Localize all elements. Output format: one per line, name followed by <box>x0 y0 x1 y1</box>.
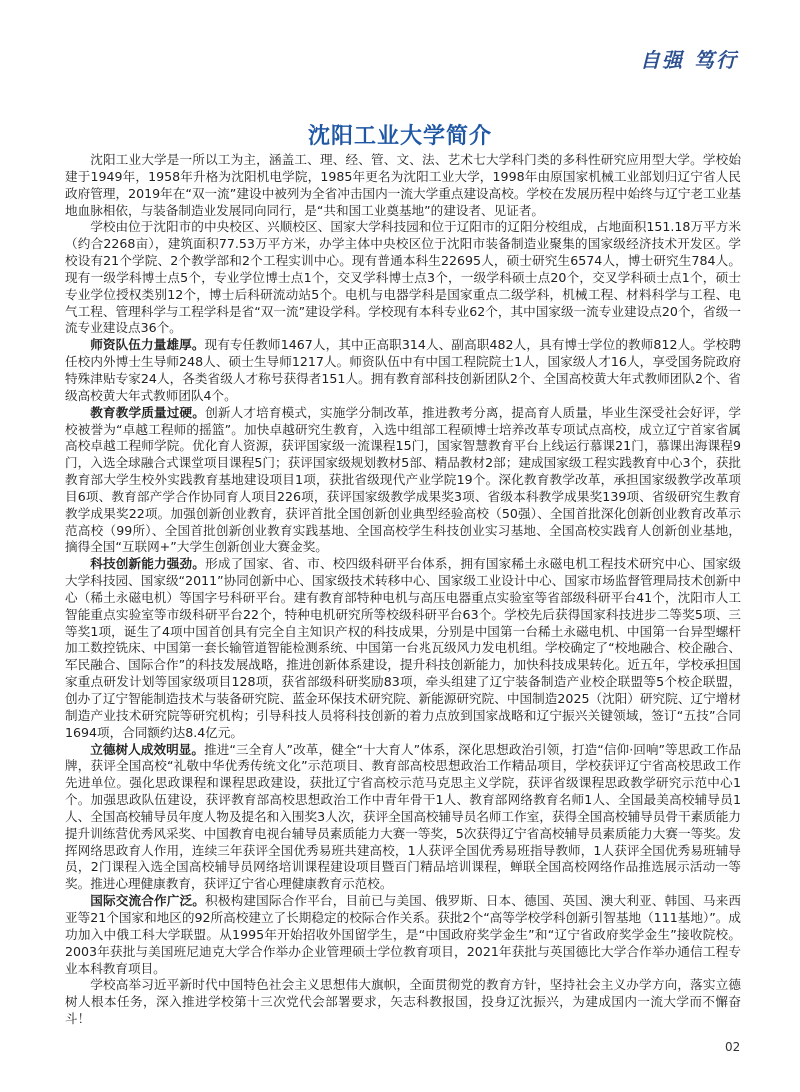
paragraph-text: 积极构建国际合作平台，目前已与美国、俄罗斯、日本、德国、英国、澳大利亚、韩国、马来西亚等21个国家和地区的92所高校建立了长期稳定的校际合作关系。获批2个“高等学校学科创新引智基地（111基地）”。成功加入中俄工科大学联盟。从1995年开始招收外国留学生，是“中国政府奖学金生”和“辽宁省政府奖学金生”接收院校。2003年获批与美国班尼迪克大学合作举办企业管理硕士学位教育项目，2021年获批与英国德比大学合作举办通信工程专业本科教育项目。 <box>65 893 742 976</box>
page-title: 沈阳工业大学简介 <box>307 123 492 149</box>
paragraph-text: 现有专任教师1467人，其中正高职314人、副高职482人，具有博士学位的教师812人。学校聘任校内外博士生导师248人、硕士生导师1217人。师资队伍中有中国工程院院士1人，国家级人才16人，享受国务院政府特殊津贴专家24人，各类省级人才称号获得者151人。拥有教育部科技创新团队2个、全国高校黄大年式教师团队2个、省级高校黄大年式教师团队4个。 <box>65 337 741 403</box>
paragraph-lead: 国际交流合作广泛。 <box>90 893 206 909</box>
paragraph-lead: 教育教学质量过硬。 <box>90 404 206 420</box>
article-body <box>65 152 741 1028</box>
paragraph <box>65 337 741 404</box>
paragraph-text: 学校高举习近平新时代中国特色社会主义思想伟大旗帜，全面贯彻党的教育方针，坚持社会主义办学方向，落实立德树人根本任务，深入推进学校第十三次党代会部署要求，矢志科教报国，投身辽沈振兴，为建成国内一流大学而不懈奋斗！ <box>65 977 741 1027</box>
paragraph-text: 学校由位于沈阳市的中央校区、兴顺校区、国家大学科技园和位于辽阳市的辽阳分校组成，占地面积151.18万平方米（约合2268亩），建筑面积77.53万平方米，办学主体中央校区位于沈阳市装备制造业聚集的国家级经济技术开发区。学校设有21个学院、2个教学部和2个工程实训中心。现有普通本科生22695人，硕士研究生6574人，博士研究生784人。现有一级学科博士点5个，专业学位博士点1个，交叉学科博士点3个，一级学科硕士点20个，交叉学科硕士点1个，硕士专业学位授权类别12个，博士后科研流动站5个。电机与电器学科是国家重点二级学科，机械工程、材料科学与工程、电气工程、管理科学与工程学科是省“双一流”建设学科。学校现有本科专业62个，其中国家级一流专业建设点20个，省级一流专业建设点36个。 <box>65 219 741 336</box>
paragraph <box>65 152 741 219</box>
paragraph-lead: 立德树人成效明显。 <box>90 741 205 757</box>
motto-word: 笃行 <box>694 48 738 72</box>
paragraph <box>65 405 741 557</box>
paragraph <box>65 977 741 1028</box>
motto-word: 自强 <box>640 48 684 72</box>
paragraph-text: 推进“三全育人”改革，健全“十大育人”体系，深化思想政治引领，打造“信仰·回响”等思政工作品牌，获评全国高校“礼敬中华优秀传统文化”示范项目、教育部高校思想政治工作精品项目，学校获评辽宁省高校思政工作先进单位。强化思政课程和课程思政建设，获批辽宁省高校示范马克思主义学院，获评省级课程思政教学研究示范中心1个。加强思政队伍建设，获评教育部高校思想政治工作中青年骨干1人、教育部网络教育名师1人、全国最美高校辅导员1人、全国高校辅导员年度人物及提名和入围奖3人次，获评全国高校辅导员名师工作室，获得全国高校辅导员骨干素质能力提升训练营优秀风采奖、中国教育电视台辅导员素质能力大赛一等奖，5次获得辽宁省高校辅导员素质能力大赛一等奖。发挥网络思政育人作用，连续三年获评全国优秀易班共建高校，1人获评全国优秀易班指导教师，1人获评全国优秀易班辅导员，2门课程入选全国高校辅导员网络培训课程建设项目暨百门精品培训课程，蝉联全国高校网络作品推选展示活动一等奖。推进心理健康教育，获评辽宁省心理健康教育示范校。 <box>65 741 741 892</box>
paragraph-text: 创新人才培育模式，实施学分制改革，推进教考分离，提高育人质量，毕业生深受社会好评，学校被誉为“卓越工程师的摇篮”。加快卓越研究生教育，入选中组部工程硕博士培养改革专项试点高校，成立辽宁首家省属高校卓越工程师学院。优化育人资源，获评国家级一流课程15门，国家智慧教育平台上线运行慕课21门，慕课出海课程9门，入选全球融合式课堂项目课程5门；获评国家级规划教材5部、精品教材2部；建成国家级工程实践教育中心3个，获批教育部大学生校外实践教育基地建设项目1项，获批省级现代产业学院19个。深化教育教学改革，承担国家级教学改革项目6项、教育部产学合作协同育人项目226项，获评国家级教学成果奖3项、省级本科教学成果奖139项、省级研究生教育教学成果奖22项。加强创新创业教育，获评首批全国创新创业典型经验高校（50强）、全国首批深化创新创业教育改革示范高校（99所）、全国首批创新创业教育实践基地、全国高校学生科技创业实习基地、全国高校实践育人创新创业基地，摘得全国“互联网+”大学生创新创业大赛金奖。 <box>65 404 742 555</box>
paragraph <box>65 556 741 741</box>
paragraph-lead: 科技创新能力强劲。 <box>90 556 206 572</box>
paragraph-text: 沈阳工业大学是一所以工为主，涵盖工、理、经、管、文、法、艺术七大学科门类的多科性研究应用型大学。学校始建于1949年，1958年升格为沈阳机电学院，1985年更名为沈阳工业大学，1998年由原国家机械工业部划归辽宁省人民政府管理，2019年在“双一流”建设中被列为全省冲击国内一流大学重点建设高校。学校在发展历程中始终与辽宁老工业基地血脉相依，与装备制造业发展同向同行，是“共和国工业奠基地”的建设者、见证者。 <box>65 152 741 218</box>
page-number: 02 <box>725 1040 741 1054</box>
paragraph <box>65 742 741 894</box>
paragraph <box>65 219 741 337</box>
paragraph-text: 形成了国家、省、市、校四级科研平台体系，拥有国家稀土永磁电机工程技术研究中心、国家级大学科技园、国家级“2011”协同创新中心、国家级技术转移中心、国家级工业设计中心、国家市场监督管理局技术创新中心（稀土永磁电机）等国字号科研平台。建有教育部特种电机与高压电器重点实验室等省部级科研平台41个，沈阳市人工智能重点实验室等市级科研平台22个，特种电机研究所等校级科研平台63个。学校先后获得国家科技进步二等奖5项、三等奖1项，诞生了4项中国首创具有完全自主知识产权的科技成果，分别是中国第一台稀土永磁电机、中国第一台异型螺杆加工数控铣床、中国第一套长输管道智能检测系统、中国第一台兆瓦级风力发电机组。学校确定了“校地融合、校企融合、军民融合、国际合作”的科技发展战略，推进创新体系建设，提升科技创新能力，加快科技成果转化。近五年，学校承担国家重点研发计划等国家级项目128项，获省部级科研奖励83项，牵头组建了辽宁装备制造产业校企联盟等5个校企联盟，创办了辽宁智能制造技术与装备研究院、蓝金环保技术研究院、新能源研究院、中国制造2025（沈阳）研究院、辽宁增材制造产业技术研究院等研究机构；引导科技人员将科技创新的着力点放到国家战略和辽宁振兴关键领域，签订“五技”合同1694项，合同额约达8.4亿元。 <box>65 556 742 740</box>
paragraph-lead: 师资队伍力量雄厚。 <box>90 337 205 353</box>
paragraph <box>65 893 741 977</box>
motto-calligraphy <box>640 44 738 73</box>
